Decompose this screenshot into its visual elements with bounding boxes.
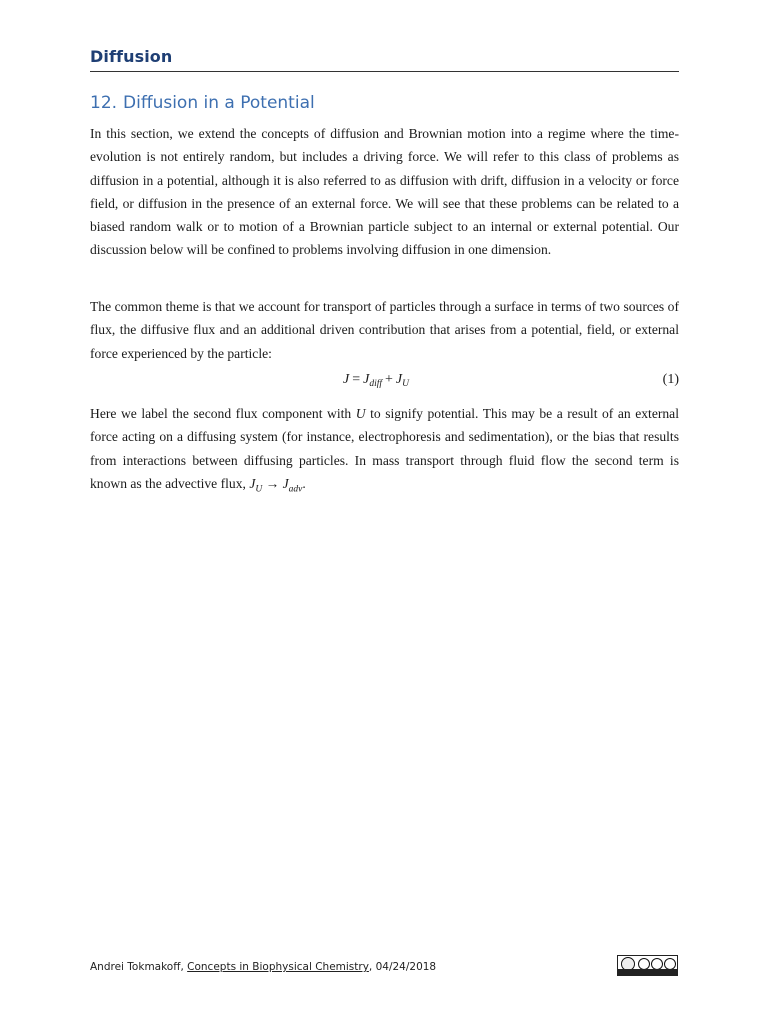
p3-symbol-jadv-sub: adv [288,484,303,495]
paragraph-flux-component [90,402,679,502]
footer-author: Andrei Tokmakoff, [90,961,188,973]
footer-book-link[interactable]: Concepts in Biophysical Chemistry [187,961,369,973]
paragraph-intro: In this section, we extend the concepts of diffusion and Brownian motion into a regime where the time-evolution is not entirely random, but includes a driving force. We will refer to this class of problems as diffusion in a potential, although it is also referred to as diffusion with drift, diffusion in a velocity or force field, or diffusion in the presence of an external force. We will see that these problems can be related to a biased random walk or to motion of a Brownian particle subject to an internal or external potential. Our discussion below will be confined to problems involving diffusion in one dimension. [90,126,679,258]
eq-term2: J [395,372,403,387]
p3-symbol-ju-sub: U [255,484,263,495]
p3-symbol-jadv: J [282,475,289,491]
eq-term1: J [363,372,370,387]
section-heading [90,93,315,113]
p3-period: . [302,475,306,491]
section-title-text: Diffusion in a Potential [123,93,315,113]
cc-badge-band [618,969,677,975]
page-footer [90,961,436,973]
eq-term1-sub: diff [369,379,383,389]
equation-body [343,372,409,389]
eq-plus: + [385,372,393,387]
paragraph-common-theme: The common theme is that we account for transport of particles through a surface in terms of two sources of flux, the diffusive flux and an additional driven contribution that arises from a potential, field, or external force experienced by the particle: [90,299,679,361]
p3-text-b: to signify potential. This may be a result of an external force acting on a diffusing system (for instance, electrophoresis and sedimentation), or the bias that results from interactions between diffusing particles. In mass transport through fluid flow the second term is known as the advective flux, [90,406,679,491]
eq-lhs: J [343,372,350,387]
p3-symbol-ju: J [249,475,256,491]
eq-term2-sub: U [402,379,410,389]
p3-symbol-u: U [355,406,366,421]
footer-date: , 04/24/2018 [368,961,437,973]
p3-arrow: → [262,475,283,491]
creative-commons-by-nc-sa-icon [617,955,678,976]
section-number: 12. [90,93,118,113]
running-header-title: Diffusion [90,47,173,66]
header-divider [90,71,679,72]
equation-1 [90,371,679,395]
p3-text-a: Here we label the second flux component with [90,406,356,421]
equation-number: (1) [662,372,679,387]
eq-equals: = [352,372,361,387]
